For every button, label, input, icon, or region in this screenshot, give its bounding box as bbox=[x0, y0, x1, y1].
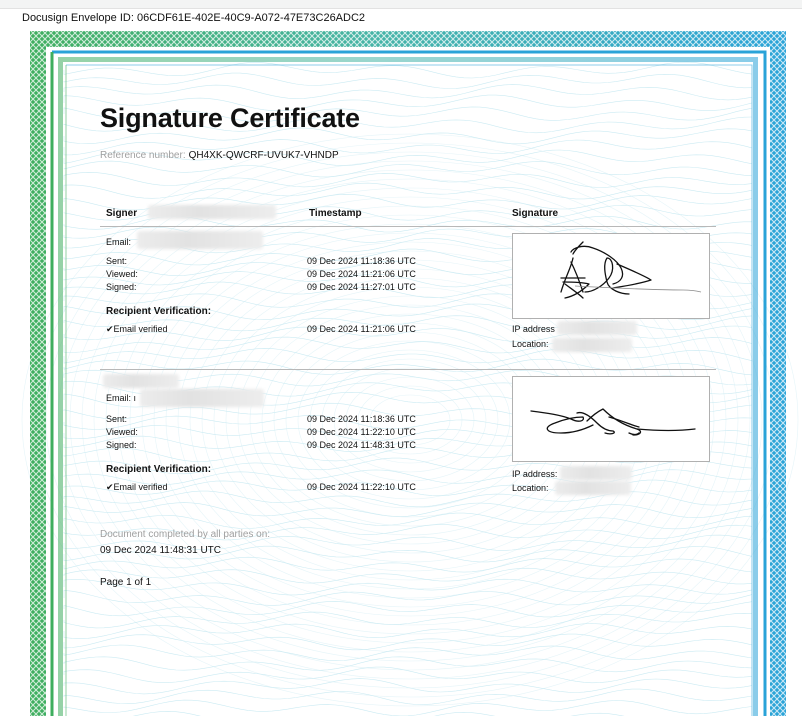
signer1-verification-title: Recipient Verification: bbox=[106, 306, 212, 317]
completed-label: Document completed by all parties on: bbox=[100, 529, 271, 540]
signer2-signature-image bbox=[513, 377, 709, 461]
header-divider bbox=[100, 226, 716, 227]
signer2-location-label: Location: bbox=[512, 483, 549, 493]
column-timestamp: Timestamp bbox=[309, 208, 362, 219]
signer1-location-label: Location: bbox=[512, 339, 549, 349]
signer1-email-label: Email: bbox=[106, 237, 132, 247]
signer-divider bbox=[100, 369, 716, 370]
signer1-signed-label: Signed: bbox=[106, 282, 137, 292]
signer1-verified-time: 09 Dec 2024 11:21:06 UTC bbox=[307, 324, 416, 334]
signer2-signature-box bbox=[512, 376, 710, 462]
redacted-signer-name bbox=[103, 374, 179, 388]
signer2-sent-label: Sent: bbox=[106, 414, 128, 424]
signer1-viewed-label: Viewed: bbox=[106, 269, 138, 279]
page-number: Page 1 of 1 bbox=[100, 577, 152, 588]
redacted-signer-name bbox=[148, 205, 276, 219]
signer2-viewed-label: Viewed: bbox=[106, 427, 138, 437]
redacted-location bbox=[555, 481, 631, 495]
completed-timestamp: 09 Dec 2024 11:48:31 UTC bbox=[100, 545, 222, 556]
signer1-sent-time: 09 Dec 2024 11:18:36 UTC bbox=[307, 256, 416, 266]
redacted-ip bbox=[557, 321, 637, 335]
signer1-ip-label: IP address bbox=[512, 324, 555, 334]
signer1-sent-label: Sent: bbox=[106, 256, 128, 266]
signer2-verified-time: 09 Dec 2024 11:22:10 UTC bbox=[307, 482, 416, 492]
signer1-signed-time: 09 Dec 2024 11:27:01 UTC bbox=[307, 282, 416, 292]
signer2-email-verified: ✔Email verified bbox=[106, 482, 168, 492]
column-signer: Signer bbox=[106, 208, 138, 219]
redacted-ip bbox=[560, 466, 632, 480]
page-title: Signature Certificate bbox=[100, 103, 360, 133]
signer2-signed-label: Signed: bbox=[106, 440, 137, 450]
signer2-signed-time: 09 Dec 2024 11:48:31 UTC bbox=[307, 440, 416, 450]
column-signature: Signature bbox=[512, 208, 559, 219]
redacted-email bbox=[140, 389, 264, 407]
signer2-email-label: Email: ı bbox=[106, 393, 137, 403]
signer2-ip-label: IP address: bbox=[512, 469, 558, 479]
envelope-id: Docusign Envelope ID: 06CDF61E-402E-40C9-A072-47E73C26ADC2 bbox=[18, 9, 380, 29]
signer1-signature-box bbox=[512, 233, 710, 319]
reference-value: QH4XK-QWCRF-UVUK7-VHNDP bbox=[188, 150, 339, 161]
redacted-location bbox=[552, 338, 632, 352]
signer1-viewed-time: 09 Dec 2024 11:21:06 UTC bbox=[307, 269, 416, 279]
signer2-verification-title: Recipient Verification: bbox=[106, 464, 212, 475]
signer2-sent-time: 09 Dec 2024 11:18:36 UTC bbox=[307, 414, 416, 424]
reference-label: Reference number: bbox=[100, 150, 186, 161]
reference-number bbox=[100, 150, 339, 161]
redacted-email bbox=[137, 231, 263, 249]
signer1-signature-image bbox=[513, 234, 709, 318]
signer2-viewed-time: 09 Dec 2024 11:22:10 UTC bbox=[307, 427, 416, 437]
signer1-email-verified: ✔Email verified bbox=[106, 324, 168, 334]
